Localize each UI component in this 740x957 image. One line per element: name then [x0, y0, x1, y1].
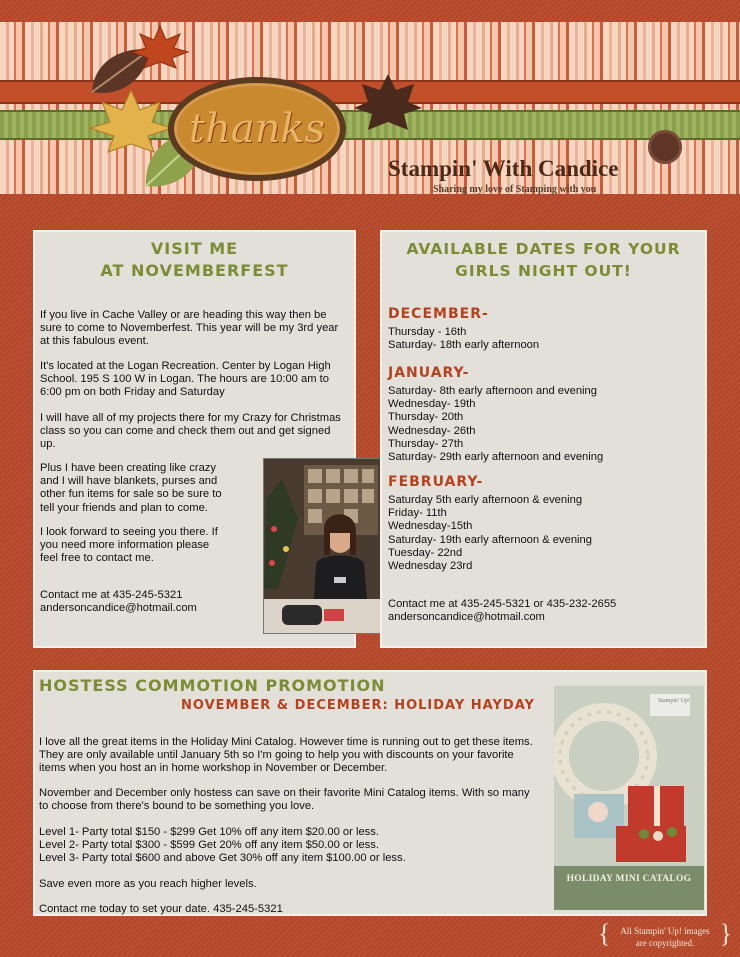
- contact-email: andersoncandice@hotmail.com: [40, 602, 197, 614]
- date-item: Wednesday- 19th: [388, 398, 476, 411]
- right-brace-icon: }: [719, 919, 732, 948]
- red-maple-leaf-icon: [128, 22, 192, 72]
- paragraph: It's located at the Logan Recreation. Center by Logan High School. 195 S 100 W in Logan. The hours are 10:00 am to 6:00 pm on both Friday and Saturday: [40, 360, 331, 399]
- girls-night-panel: [380, 230, 707, 648]
- date-item: Thursday- 27th: [388, 437, 464, 450]
- catalog-title: HOLIDAY MINI CATALOG: [566, 874, 692, 884]
- booth-photo-illustration: [264, 459, 381, 633]
- paragraph: I look forward to seeing you there. If you need more information please feel free to contact me.: [40, 526, 218, 565]
- december-dates: [388, 326, 539, 352]
- dark-maple-leaf-icon: [352, 70, 424, 140]
- contact-phone: Contact me at 435-245-5321: [40, 589, 183, 601]
- holiday-mini-catalog-cover: [554, 686, 704, 910]
- january-dates: [388, 385, 603, 464]
- save-more-text: Save even more as you reach higher levels.: [39, 878, 257, 890]
- novemberfest-heading-line1: VISIT ME: [150, 239, 239, 258]
- hostess-promotion-panel: [33, 670, 707, 916]
- promotion-subheading: NOVEMBER & DECEMBER: HOLIDAY HAYDAY: [181, 698, 535, 713]
- copyright-note: [600, 921, 730, 951]
- site-tagline: Sharing my love of Stamping with you: [433, 184, 597, 195]
- date-item: Saturday- 18th early afternoon: [388, 339, 540, 352]
- button-embellishment: [648, 130, 682, 164]
- date-item: Saturday- 8th early afternoon and evening: [388, 385, 597, 397]
- contact-email: andersoncandice@hotmail.com: [388, 611, 545, 623]
- level-item: Level 2- Party total $300 - $599 Get 20% off any item $50.00 or less.: [39, 839, 379, 852]
- paragraph: Plus I have been creating like crazy and I will have blankets, purses and other fun items for sale so be sure to tell your friends and plan to come.: [40, 462, 222, 514]
- novemberfest-panel: [33, 230, 356, 648]
- discount-levels: [39, 826, 406, 866]
- month-february: FEBRUARY-: [388, 474, 484, 490]
- contact-phone: Contact me at 435-245-5321 or 435-232-2655: [388, 598, 617, 610]
- date-item: Tuesday- 22nd: [388, 546, 463, 559]
- novemberfest-heading-line2: AT NOVEMBERFEST: [100, 261, 289, 280]
- paragraph: November and December only hostess can save on their favorite Mini Catalog items. With so many to choose from there's bound to be something you love.: [39, 787, 530, 813]
- candice-photo: [263, 458, 382, 634]
- date-item: Thursday - 16th: [388, 326, 467, 338]
- contact-text: Contact me today to set your date. 435-245-5321: [39, 903, 283, 915]
- girls-night-heading-line1: AVAILABLE DATES FOR YOUR: [406, 240, 681, 258]
- level-item: Level 3- Party total $600 and above Get 30% off any item $100.00 or less.: [39, 852, 406, 865]
- girls-night-heading: [382, 238, 705, 282]
- date-item: Wednesday- 26th: [388, 424, 476, 437]
- thanks-text: thanks: [188, 106, 326, 152]
- date-item: Wednesday 23rd: [388, 560, 473, 573]
- header-banner: [0, 22, 740, 194]
- copyright-line1: All Stampin' Up! images: [620, 926, 710, 936]
- paragraph: I love all the great items in the Holiday Mini Catalog. However time is running out to get these items. They are only available until January 5th so I'm going to help you with discounts on your favorite items when you host an in home workshop in November or December.: [39, 736, 533, 775]
- month-december: DECEMBER-: [388, 306, 489, 322]
- girls-night-heading-line2: GIRLS NIGHT OUT!: [455, 262, 632, 280]
- promotion-heading: HOSTESS COMMOTION PROMOTION: [39, 676, 386, 695]
- copyright-line2: are copyrighted.: [635, 938, 695, 948]
- site-title: Stampin' With Candice: [388, 156, 619, 181]
- date-item: Saturday- 29th early afternoon and evening: [388, 451, 604, 464]
- left-brace-icon: {: [598, 919, 611, 948]
- novemberfest-heading: [35, 238, 354, 282]
- paragraph: If you live in Cache Valley or are heading this way then be sure to come to Novemberfest. This year will be my 3rd year at this fabulous event.: [40, 309, 339, 348]
- month-january: JANUARY-: [388, 365, 470, 381]
- date-item: Saturday 5th early afternoon & evening: [388, 494, 583, 506]
- february-dates: [388, 494, 592, 573]
- catalog-brand: Stampin' Up!: [658, 698, 690, 704]
- date-item: Saturday- 19th early afternoon & evening: [388, 533, 592, 546]
- level-item: Level 1- Party total $150 - $299 Get 10% off any item $20.00 or less.: [39, 826, 379, 838]
- date-item: Thursday- 20th: [388, 411, 464, 424]
- thanks-badge: [168, 77, 346, 181]
- date-item: Wednesday-15th: [388, 520, 473, 533]
- paragraph: I will have all of my projects there for my Crazy for Christmas class so you can come and check them out and get signed up.: [40, 412, 341, 451]
- date-item: Friday- 11th: [388, 507, 447, 520]
